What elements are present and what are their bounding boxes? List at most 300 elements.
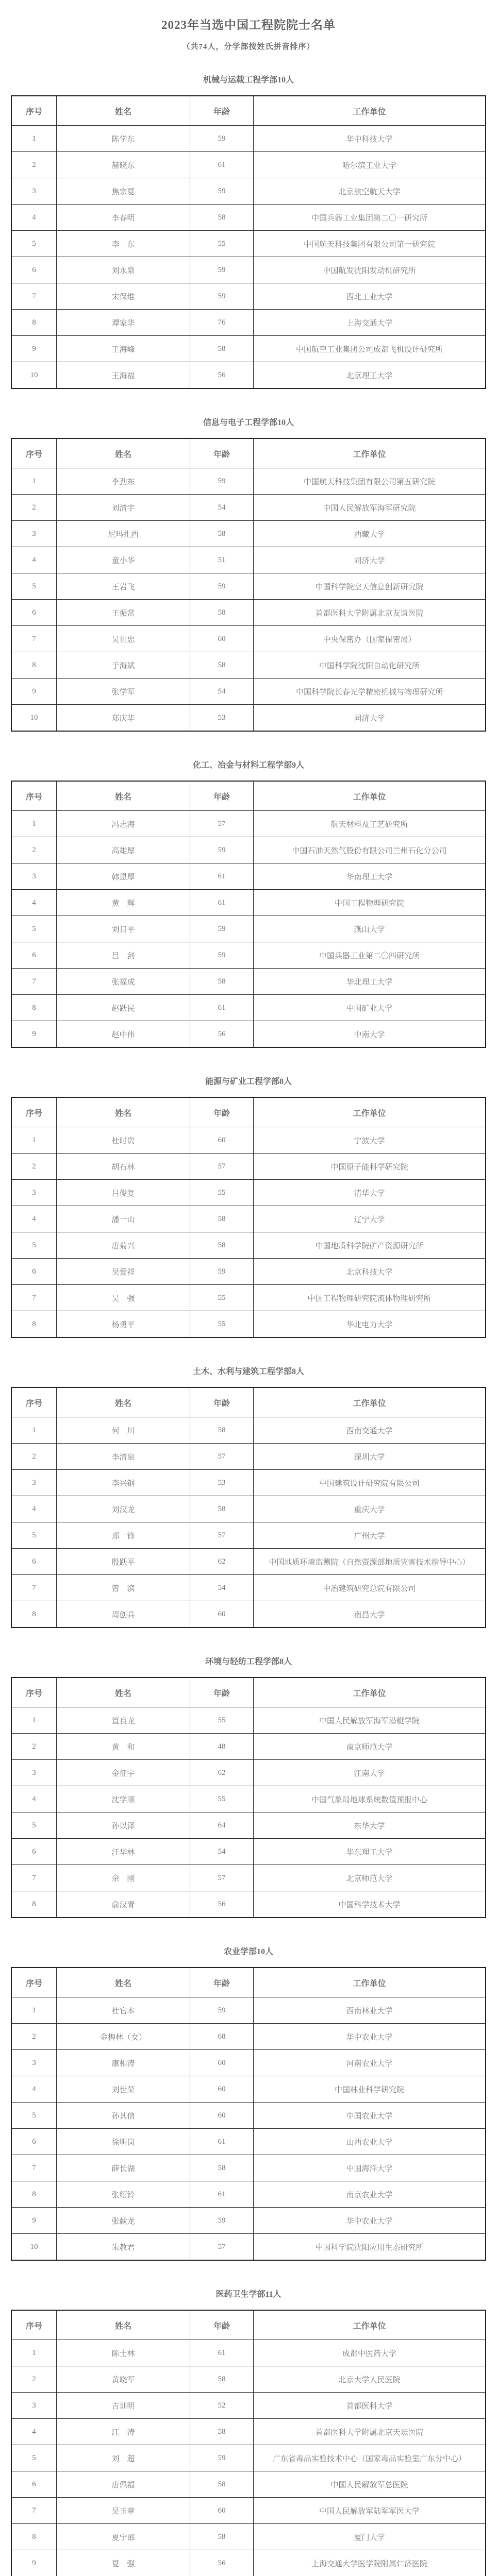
age-cell: 58 (190, 1417, 254, 1444)
page-subtitle: （共74人，分学部按姓氏拼音排序） (0, 41, 497, 52)
index-cell: 7 (11, 969, 57, 995)
table-row (11, 1734, 486, 1760)
index-cell: 1 (11, 126, 57, 152)
age-cell: 56 (190, 362, 254, 389)
workplace-cell: 山西农业大学 (254, 2129, 486, 2155)
index-cell: 7 (11, 2498, 57, 2524)
table-row (11, 2024, 486, 2050)
workplace-cell: 中国兵器工业集团第二〇一研究所 (254, 205, 486, 231)
index-cell: 1 (11, 1997, 57, 2024)
name-cell: 何 川 (57, 1417, 190, 1444)
index-cell: 6 (11, 2471, 57, 2498)
column-header: 序号 (11, 781, 57, 811)
department-section (0, 1365, 497, 1628)
table-row (11, 1760, 486, 1786)
workplace-cell: 中国兵器工业第二〇四研究所 (254, 942, 486, 969)
table-row (11, 1021, 486, 1048)
workplace-cell: 北京大学人民医院 (254, 2366, 486, 2393)
table-header-row (11, 1097, 486, 1127)
name-cell: 徐明岗 (57, 2129, 190, 2155)
name-cell: 吉训明 (57, 2393, 190, 2419)
age-cell: 57 (190, 811, 254, 837)
age-cell: 48 (190, 1734, 254, 1760)
column-header: 年龄 (190, 1968, 254, 1997)
index-cell: 4 (11, 1206, 57, 1232)
index-cell: 5 (11, 916, 57, 942)
roster-table (11, 1097, 486, 1338)
table-row (11, 1154, 486, 1180)
index-cell: 8 (11, 1311, 57, 1338)
name-cell: 张绍铃 (57, 2181, 190, 2208)
age-cell: 55 (190, 231, 254, 257)
table-row (11, 2393, 486, 2419)
age-cell: 60 (190, 2076, 254, 2103)
name-cell: 潘一山 (57, 1206, 190, 1232)
table-row (11, 652, 486, 679)
name-cell: 杜官本 (57, 1997, 190, 2024)
age-cell: 57 (190, 1154, 254, 1180)
name-cell: 张献龙 (57, 2208, 190, 2234)
department-section (0, 1075, 497, 1338)
workplace-cell: 西北工业大学 (254, 283, 486, 310)
workplace-cell: 首都医科大学 (254, 2393, 486, 2419)
age-cell: 61 (190, 2340, 254, 2366)
workplace-cell: 中央保密办（国家保密局） (254, 626, 486, 652)
page-title: 2023年当选中国工程院院士名单 (0, 15, 497, 32)
age-cell: 55 (190, 1786, 254, 1812)
table-row (11, 495, 486, 521)
table-row (11, 1311, 486, 1338)
column-header: 工作单位 (254, 1097, 486, 1127)
workplace-cell: 首都医科大学附属北京天坛医院 (254, 2419, 486, 2445)
age-cell: 60 (190, 1601, 254, 1628)
section-title: 信息与电子工程学部10人 (0, 416, 497, 428)
column-header: 工作单位 (254, 1387, 486, 1417)
age-cell: 56 (190, 1021, 254, 1048)
name-cell: 吴爱祥 (57, 1259, 190, 1285)
index-cell: 6 (11, 2129, 57, 2155)
table-row (11, 1601, 486, 1628)
name-cell: 吴玉章 (57, 2498, 190, 2524)
age-cell: 58 (190, 2155, 254, 2181)
index-cell: 8 (11, 652, 57, 679)
workplace-cell: 中国农业大学 (254, 2103, 486, 2129)
name-cell: 刘清宇 (57, 495, 190, 521)
table-header-row (11, 1968, 486, 1997)
column-header: 年龄 (190, 96, 254, 126)
table-row (11, 1444, 486, 1470)
index-cell: 3 (11, 2050, 57, 2076)
age-cell: 76 (190, 310, 254, 336)
index-cell: 8 (11, 2524, 57, 2550)
name-cell: 刘世荣 (57, 2076, 190, 2103)
age-cell: 59 (190, 573, 254, 600)
workplace-cell: 北京理工大学 (254, 362, 486, 389)
index-cell: 2 (11, 495, 57, 521)
age-cell: 60 (190, 626, 254, 652)
age-cell: 53 (190, 1470, 254, 1496)
workplace-cell: 同济大学 (254, 547, 486, 573)
column-header: 姓名 (57, 1968, 190, 1997)
column-header: 年龄 (190, 781, 254, 811)
age-cell: 55 (190, 1311, 254, 1338)
workplace-cell: 成都中医药大学 (254, 2340, 486, 2366)
workplace-cell: 华东理工大学 (254, 1839, 486, 1865)
index-cell: 5 (11, 573, 57, 600)
table-row (11, 2524, 486, 2550)
table-row (11, 2103, 486, 2129)
column-header: 年龄 (190, 1097, 254, 1127)
workplace-cell: 同济大学 (254, 705, 486, 732)
table-row (11, 573, 486, 600)
name-cell: 邢 锋 (57, 1522, 190, 1549)
age-cell: 60 (190, 2103, 254, 2129)
age-cell: 61 (190, 152, 254, 178)
index-cell: 4 (11, 2076, 57, 2103)
table-row (11, 231, 486, 257)
table-row (11, 1786, 486, 1812)
age-cell: 54 (190, 1575, 254, 1601)
index-cell: 2 (11, 152, 57, 178)
index-cell: 6 (11, 1549, 57, 1575)
section-title: 农业学部10人 (0, 1945, 497, 1957)
index-cell: 6 (11, 1839, 57, 1865)
workplace-cell: 中南大学 (254, 1021, 486, 1048)
workplace-cell: 燕山大学 (254, 916, 486, 942)
roster-table (11, 2310, 486, 2576)
age-cell: 58 (190, 521, 254, 547)
name-cell: 笪良龙 (57, 1707, 190, 1734)
column-header: 年龄 (190, 2310, 254, 2340)
column-header: 姓名 (57, 781, 190, 811)
column-header: 序号 (11, 1677, 57, 1707)
index-cell: 5 (11, 231, 57, 257)
name-cell: 李清泉 (57, 1444, 190, 1470)
index-cell: 3 (11, 1470, 57, 1496)
column-header: 年龄 (190, 438, 254, 468)
workplace-cell: 中国人民解放军海军潜艇学院 (254, 1707, 486, 1734)
index-cell: 9 (11, 1021, 57, 1048)
workplace-cell: 中国航天科技集团有限公司第一研究院 (254, 231, 486, 257)
table-row (11, 811, 486, 837)
name-cell: 江 涛 (57, 2419, 190, 2445)
table-row (11, 2498, 486, 2524)
table-row (11, 283, 486, 310)
workplace-cell: 江南大学 (254, 1760, 486, 1786)
age-cell: 55 (190, 1285, 254, 1311)
age-cell: 58 (190, 600, 254, 626)
roster-table (11, 1387, 486, 1628)
workplace-cell: 华中农业大学 (254, 2024, 486, 2050)
name-cell: 孙其信 (57, 2103, 190, 2129)
index-cell: 4 (11, 2419, 57, 2445)
workplace-cell: 宁波大学 (254, 1127, 486, 1154)
age-cell: 59 (190, 468, 254, 495)
table-row (11, 2050, 486, 2076)
workplace-cell: 中国矿业大学 (254, 995, 486, 1021)
table-row (11, 626, 486, 652)
workplace-cell: 中国人民解放军总医院 (254, 2471, 486, 2498)
index-cell: 5 (11, 2445, 57, 2471)
workplace-cell: 中国科学院沈阳应用生态研究所 (254, 2234, 486, 2261)
column-header: 序号 (11, 438, 57, 468)
department-section (0, 1655, 497, 1918)
table-row (11, 205, 486, 231)
table-row (11, 1839, 486, 1865)
table-row (11, 969, 486, 995)
column-header: 序号 (11, 1387, 57, 1417)
index-cell: 7 (11, 1575, 57, 1601)
name-cell: 曾 滨 (57, 1575, 190, 1601)
column-header: 序号 (11, 96, 57, 126)
column-header: 年龄 (190, 1387, 254, 1417)
age-cell: 59 (190, 916, 254, 942)
table-row (11, 2445, 486, 2471)
name-cell: 金梅林（女） (57, 2024, 190, 2050)
name-cell: 刘汉龙 (57, 1496, 190, 1522)
workplace-cell: 东华大学 (254, 1812, 486, 1839)
workplace-cell: 河南农业大学 (254, 2050, 486, 2076)
table-row (11, 679, 486, 705)
name-cell: 唐佩福 (57, 2471, 190, 2498)
age-cell: 59 (190, 126, 254, 152)
roster-table (11, 438, 486, 732)
table-row (11, 1232, 486, 1259)
workplace-cell: 中国人民解放军海军研究院 (254, 495, 486, 521)
table-row (11, 1470, 486, 1496)
name-cell: 黄 和 (57, 1734, 190, 1760)
age-cell: 59 (190, 2445, 254, 2471)
workplace-cell: 北京航空航天大学 (254, 178, 486, 205)
table-row (11, 2340, 486, 2366)
name-cell: 童小华 (57, 547, 190, 573)
column-header: 姓名 (57, 1677, 190, 1707)
age-cell: 58 (190, 969, 254, 995)
workplace-cell: 华中科技大学 (254, 126, 486, 152)
name-cell: 金征宇 (57, 1760, 190, 1786)
name-cell: 吴 强 (57, 1285, 190, 1311)
table-row (11, 336, 486, 362)
workplace-cell: 中国原子能科学研究院 (254, 1154, 486, 1180)
age-cell: 56 (190, 2550, 254, 2576)
workplace-cell: 华北理工大学 (254, 969, 486, 995)
index-cell: 2 (11, 2024, 57, 2050)
index-cell: 8 (11, 995, 57, 1021)
table-row (11, 916, 486, 942)
workplace-cell: 上海交通大学 (254, 310, 486, 336)
index-cell: 10 (11, 2234, 57, 2261)
name-cell: 赵跃民 (57, 995, 190, 1021)
table-row (11, 1997, 486, 2024)
department-section (0, 1945, 497, 2261)
table-row (11, 2419, 486, 2445)
age-cell: 57 (190, 1865, 254, 1891)
name-cell: 宋保维 (57, 283, 190, 310)
column-header: 年龄 (190, 1677, 254, 1707)
workplace-cell: 广东省毒品实验技术中心（国家毒品实验室广东分中心） (254, 2445, 486, 2471)
workplace-cell: 重庆大学 (254, 1496, 486, 1522)
table-row (11, 152, 486, 178)
workplace-cell: 中国海洋大学 (254, 2155, 486, 2181)
age-cell: 57 (190, 1522, 254, 1549)
index-cell: 2 (11, 1154, 57, 1180)
column-header: 姓名 (57, 1387, 190, 1417)
workplace-cell: 南京农业大学 (254, 2181, 486, 2208)
age-cell: 54 (190, 495, 254, 521)
index-cell: 1 (11, 1707, 57, 1734)
table-row (11, 521, 486, 547)
workplace-cell: 中国航天科技集团有限公司第五研究院 (254, 468, 486, 495)
name-cell: 赫晓东 (57, 152, 190, 178)
table-row (11, 1549, 486, 1575)
table-row (11, 2155, 486, 2181)
name-cell: 杜时贵 (57, 1127, 190, 1154)
table-row (11, 2234, 486, 2261)
index-cell: 7 (11, 1285, 57, 1311)
section-title: 医药卫生学部11人 (0, 2287, 497, 2299)
column-header: 姓名 (57, 1097, 190, 1127)
workplace-cell: 厦门大学 (254, 2524, 486, 2550)
table-header-row (11, 2310, 486, 2340)
workplace-cell: 北京科技大学 (254, 1259, 486, 1285)
section-title: 土木、水利与建筑工程学部8人 (0, 1365, 497, 1377)
workplace-cell: 中国航空工业集团公司成都飞机设计研究所 (254, 336, 486, 362)
age-cell: 55 (190, 1707, 254, 1734)
index-cell: 6 (11, 257, 57, 283)
index-cell: 8 (11, 1891, 57, 1918)
name-cell: 俞汉青 (57, 1891, 190, 1918)
index-cell: 8 (11, 310, 57, 336)
workplace-cell: 广州大学 (254, 1522, 486, 1549)
index-cell: 9 (11, 679, 57, 705)
column-header: 工作单位 (254, 96, 486, 126)
section-title: 化工、冶金与材料工程学部9人 (0, 758, 497, 770)
age-cell: 56 (190, 1891, 254, 1918)
table-row (11, 1575, 486, 1601)
table-header-row (11, 96, 486, 126)
column-header: 姓名 (57, 96, 190, 126)
name-cell: 胡石林 (57, 1154, 190, 1180)
age-cell: 58 (190, 2471, 254, 2498)
index-cell: 6 (11, 1259, 57, 1285)
age-cell: 62 (190, 1760, 254, 1786)
name-cell: 王海福 (57, 362, 190, 389)
workplace-cell: 中国科学院空天信息创新研究院 (254, 573, 486, 600)
index-cell: 6 (11, 600, 57, 626)
age-cell: 61 (190, 890, 254, 916)
age-cell: 58 (190, 1232, 254, 1259)
table-header-row (11, 1387, 486, 1417)
index-cell: 3 (11, 521, 57, 547)
roster-table (11, 1677, 486, 1918)
age-cell: 61 (190, 863, 254, 890)
workplace-cell: 华中农业大学 (254, 2208, 486, 2234)
table-header-row (11, 438, 486, 468)
workplace-cell: 航天材料及工艺研究所 (254, 811, 486, 837)
index-cell: 3 (11, 2393, 57, 2419)
workplace-cell: 西南林业大学 (254, 1997, 486, 2024)
column-header: 工作单位 (254, 781, 486, 811)
table-row (11, 942, 486, 969)
table-row (11, 468, 486, 495)
table-row (11, 126, 486, 152)
department-section (0, 2287, 497, 2576)
age-cell: 61 (190, 2181, 254, 2208)
index-cell: 2 (11, 1444, 57, 1470)
age-cell: 58 (190, 336, 254, 362)
table-row (11, 2076, 486, 2103)
workplace-cell: 清华大学 (254, 1180, 486, 1206)
name-cell: 黄 辉 (57, 890, 190, 916)
age-cell: 58 (190, 1206, 254, 1232)
table-row (11, 2550, 486, 2576)
index-cell: 3 (11, 178, 57, 205)
index-cell: 4 (11, 205, 57, 231)
column-header: 序号 (11, 1968, 57, 1997)
table-row (11, 178, 486, 205)
age-cell: 58 (190, 2524, 254, 2550)
name-cell: 唐菊兴 (57, 1232, 190, 1259)
age-cell: 55 (190, 1180, 254, 1206)
index-cell: 1 (11, 811, 57, 837)
name-cell: 沈学顺 (57, 1786, 190, 1812)
name-cell: 高雄厚 (57, 837, 190, 863)
age-cell: 51 (190, 547, 254, 573)
index-cell: 4 (11, 890, 57, 916)
workplace-cell: 中国工程物理研究院 (254, 890, 486, 916)
table-row (11, 2366, 486, 2393)
column-header: 姓名 (57, 2310, 190, 2340)
workplace-cell: 中国航发沈阳发动机研究所 (254, 257, 486, 283)
workplace-cell: 西南交通大学 (254, 1417, 486, 1444)
workplace-cell: 中国气象局地球系统数值预报中心 (254, 1786, 486, 1812)
name-cell: 康相涛 (57, 2050, 190, 2076)
name-cell: 刘 超 (57, 2445, 190, 2471)
workplace-cell: 华南理工大学 (254, 863, 486, 890)
age-cell: 59 (190, 1997, 254, 2024)
index-cell: 2 (11, 1734, 57, 1760)
index-cell: 5 (11, 2103, 57, 2129)
name-cell: 陈士林 (57, 2340, 190, 2366)
table-row (11, 1259, 486, 1285)
workplace-cell: 首都医科大学附属北京友谊医院 (254, 600, 486, 626)
name-cell: 夏宁邵 (57, 2524, 190, 2550)
age-cell: 59 (190, 837, 254, 863)
table-row (11, 1417, 486, 1444)
workplace-cell: 南京师范大学 (254, 1734, 486, 1760)
age-cell: 59 (190, 257, 254, 283)
age-cell: 52 (190, 2393, 254, 2419)
workplace-cell: 中国石油天然气股份有限公司兰州石化分公司 (254, 837, 486, 863)
workplace-cell: 西藏大学 (254, 521, 486, 547)
table-row (11, 1522, 486, 1549)
index-cell: 4 (11, 1496, 57, 1522)
index-cell: 3 (11, 1180, 57, 1206)
workplace-cell: 中冶建筑研究总院有限公司 (254, 1575, 486, 1601)
index-cell: 5 (11, 1232, 57, 1259)
index-cell: 7 (11, 626, 57, 652)
age-cell: 57 (190, 1444, 254, 1470)
workplace-cell: 深圳大学 (254, 1444, 486, 1470)
section-title: 环境与轻纺工程学部8人 (0, 1655, 497, 1667)
department-section (0, 416, 497, 732)
age-cell: 58 (190, 205, 254, 231)
workplace-cell: 中国工程物理研究院流体物理研究所 (254, 1285, 486, 1311)
age-cell: 60 (190, 2498, 254, 2524)
table-row (11, 2471, 486, 2498)
age-cell: 59 (190, 178, 254, 205)
age-cell: 57 (190, 2234, 254, 2261)
